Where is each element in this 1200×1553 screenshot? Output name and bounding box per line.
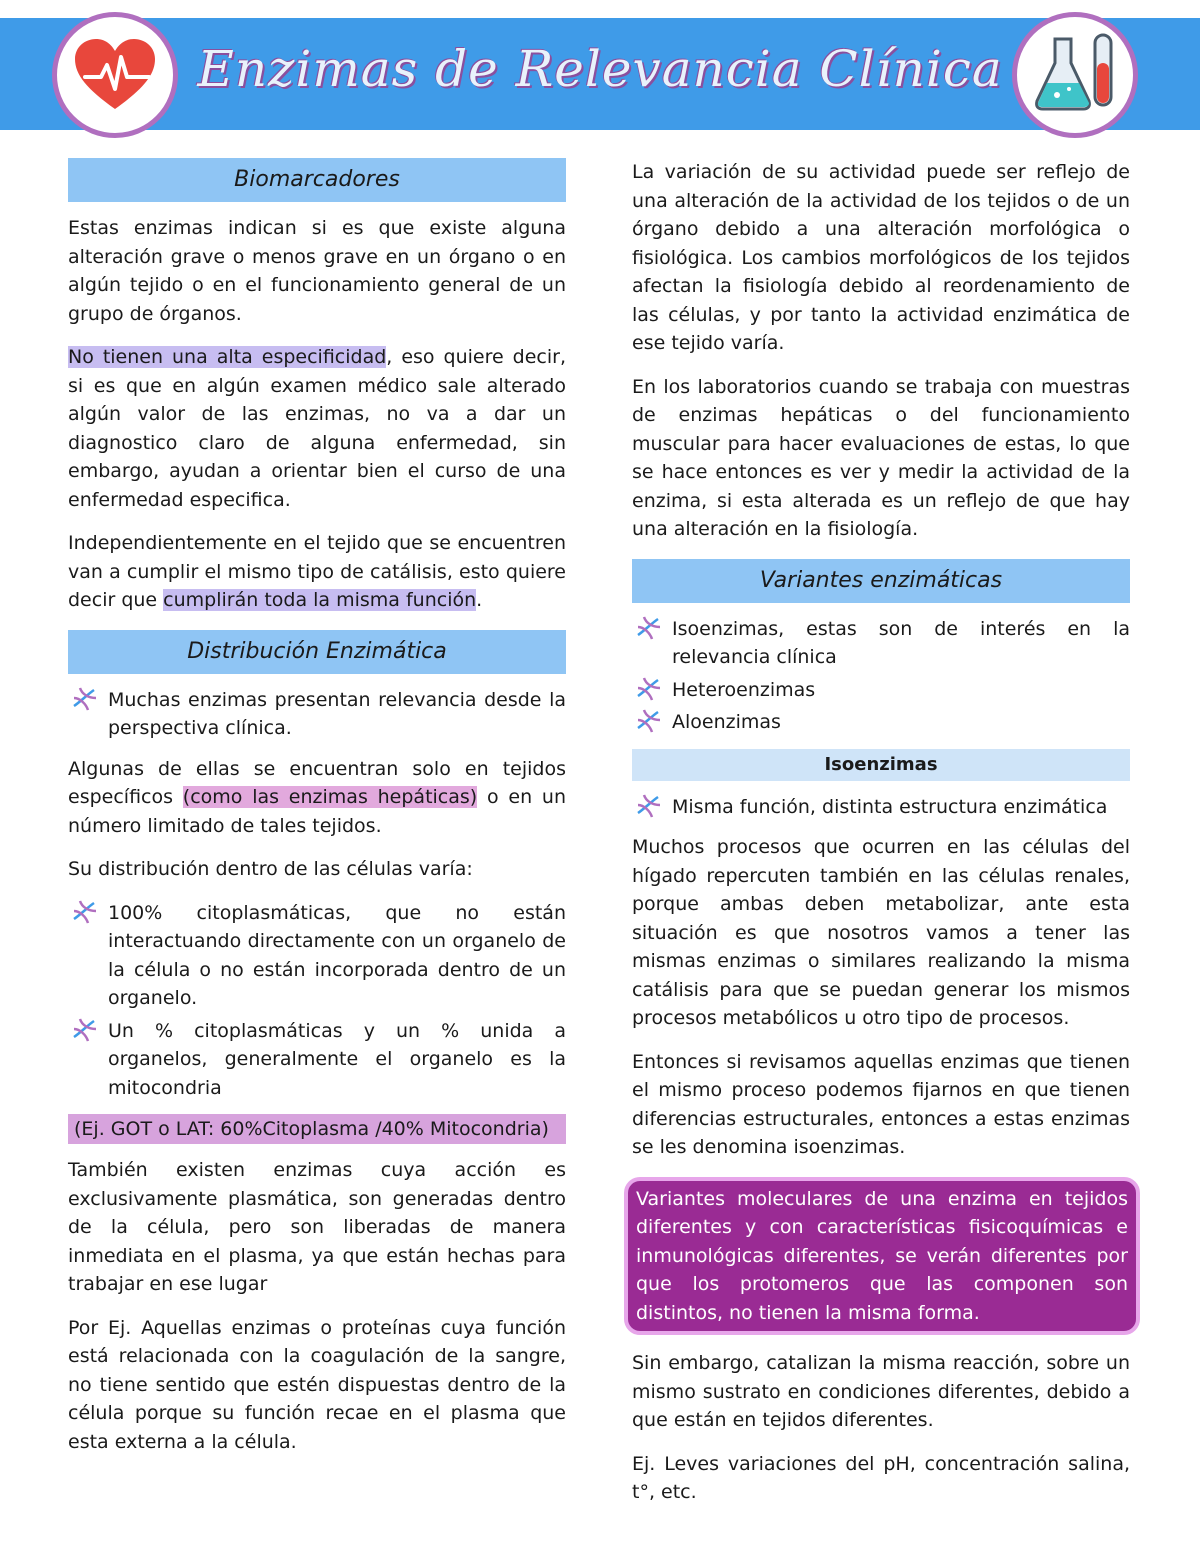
list-item-text: 100% citoplasmáticas, que no están interactuando directamente con un organelo de la célula o no están incorporada dentro de un organelo. [108, 901, 566, 1009]
paragraph: Sin embargo, catalizan la misma reacción, sobre un mismo sustrato en condiciones diferentes, debido a que están en tejidos diferentes. [632, 1352, 1130, 1431]
dna-icon [70, 1015, 98, 1043]
paragraph-text: . [476, 589, 483, 611]
list-item [108, 899, 566, 1013]
paragraph [68, 529, 566, 615]
list-item [108, 686, 566, 743]
paragraph [68, 755, 566, 841]
flask-badge [1012, 12, 1138, 138]
paragraph: También existen enzimas cuya acción es exclusivamente plasmática, son generadas dentro de la célula, pero son liberadas de manera inmediata en el plasma, ya que están hechas para trabajar en ese lugar [68, 1159, 566, 1295]
dna-icon [70, 684, 98, 712]
bullet-list [632, 615, 1130, 737]
paragraph [68, 343, 566, 514]
bullet-list [68, 686, 566, 743]
lab-flask-icon [1017, 17, 1133, 133]
paragraph: Estas enzimas indican si es que existe alguna alteración grave o menos grave en un órgano o en algún tejido o en el funcionamiento general de un grupo de órganos. [68, 217, 566, 325]
dna-icon [634, 706, 662, 734]
section-heading-biomarcadores: Biomarcadores [68, 158, 566, 202]
paragraph-text: Independientemente en el tejido que se encuentren van a cumplir el mismo tipo de catálisis, esto quiere decir que [68, 532, 566, 611]
paragraph: Ej. Leves variaciones del pH, concentración salina, t°, etc. [632, 1452, 1130, 1503]
list-item [672, 708, 1130, 737]
dna-icon [634, 613, 662, 641]
highlight: No tienen una alta especificidad [68, 346, 387, 368]
paragraph: Entonces si revisamos aquellas enzimas que tienen el mismo proceso podemos fijarnos en que tienen diferencias estructurales, entonces a estas enzimas se les denomina isoenzimas. [632, 1050, 1130, 1158]
bullet-list [68, 899, 566, 1103]
list-item-text: Heteroenzimas [672, 678, 816, 701]
paragraph: Muchos procesos que ocurren en las células del hígado repercuten también en las células renales, porque ambas deben metabolizar, ante esta situación es que nosotros vamos a tener las mismas enzimas o similares realizando la misma catálisis para que se puedan generar los mismos procesos metabólicos u otro tipo de procesos. [632, 836, 1130, 1029]
left-column [68, 158, 566, 1471]
paragraph-text: Algunas de ellas se encuentran solo en tejidos específicos [68, 757, 566, 808]
highlight: cumplirán toda la misma función [163, 589, 477, 611]
definition-callout: Variantes moleculares de una enzima en tejidos diferentes y con características fisicoquímicas e inmunológicas diferentes, se verán diferentes por que los protomeros que las componen son distintos, no tienen la misma forma. [624, 1177, 1140, 1336]
list-item [672, 676, 1130, 705]
highlight: (como las enzimas hepáticas) [182, 786, 478, 808]
list-item-text: Aloenzimas [672, 711, 781, 733]
list-item-text: Isoenzimas, estas son de interés en la relevancia clínica [672, 617, 1130, 668]
paragraph-text: o en un número limitado de tales tejidos. [68, 786, 567, 837]
section-heading-variantes: Variantes enzimáticas [632, 559, 1130, 603]
paragraph: Por Ej. Aquellas enzimas o proteínas cuya función está relacionada con la coagulación de la sangre, no tiene sentido que estén dispuestas dentro de la célula porque su función recae en el plasma que esta externa a la célula. [68, 1316, 566, 1453]
list-item-text: Misma función, distinta estructura enzimática [672, 795, 1108, 818]
bullet-list [632, 793, 1130, 822]
list-item [672, 615, 1130, 672]
paragraph: En los laboratorios cuando se trabaja con muestras de enzimas hepáticas o del funcionamiento muscular para hacer evaluaciones de estas, lo que se hace entonces es ver y medir la actividad de la enzima, si esta alterada es un reflejo de que hay una alteración en la fisiología. [632, 375, 1130, 540]
right-column [632, 158, 1130, 1522]
heart-pulse-icon [57, 17, 173, 133]
page-title: Enzimas de Relevancia Clínica [197, 40, 1003, 98]
list-item [672, 793, 1130, 822]
paragraph: Su distribución dentro de las células varía: [68, 858, 473, 880]
list-item [108, 1017, 566, 1103]
section-heading-distribucion: Distribución Enzimática [68, 630, 566, 674]
dna-icon [634, 791, 662, 819]
paragraph: La variación de su actividad puede ser reflejo de una alteración de la actividad de los tejidos o de un órgano debido a una alteración morfológica o fisiológica. Los cambios morfológicos de los tejidos afectan la fisiología debido al reordenamiento de las células, y por tanto la actividad enzimática de ese tejido varía. [632, 161, 1130, 354]
dna-icon [634, 674, 662, 702]
list-item-text: Muchas enzimas presentan relevancia desde la perspectiva clínica. [108, 688, 566, 739]
example-note: (Ej. GOT o LAT: 60%Citoplasma /40% Mitocondria) [68, 1114, 566, 1144]
list-item-text: Un % citoplasmáticas y un % unida a organelos, generalmente el organelo es la mitocondria [108, 1019, 566, 1099]
dna-icon [70, 897, 98, 925]
subheading-isoenzimas: Isoenzimas [632, 749, 1130, 781]
heart-badge [52, 12, 178, 138]
paragraph-text: , eso quiere decir, si es que en algún examen médico sale alterado algún valor de las enzimas, no va a dar un diagnostico claro de alguna enfermedad, sin embargo, ayudan a orientar bien el curso de una enfermedad especifica. [68, 346, 566, 511]
